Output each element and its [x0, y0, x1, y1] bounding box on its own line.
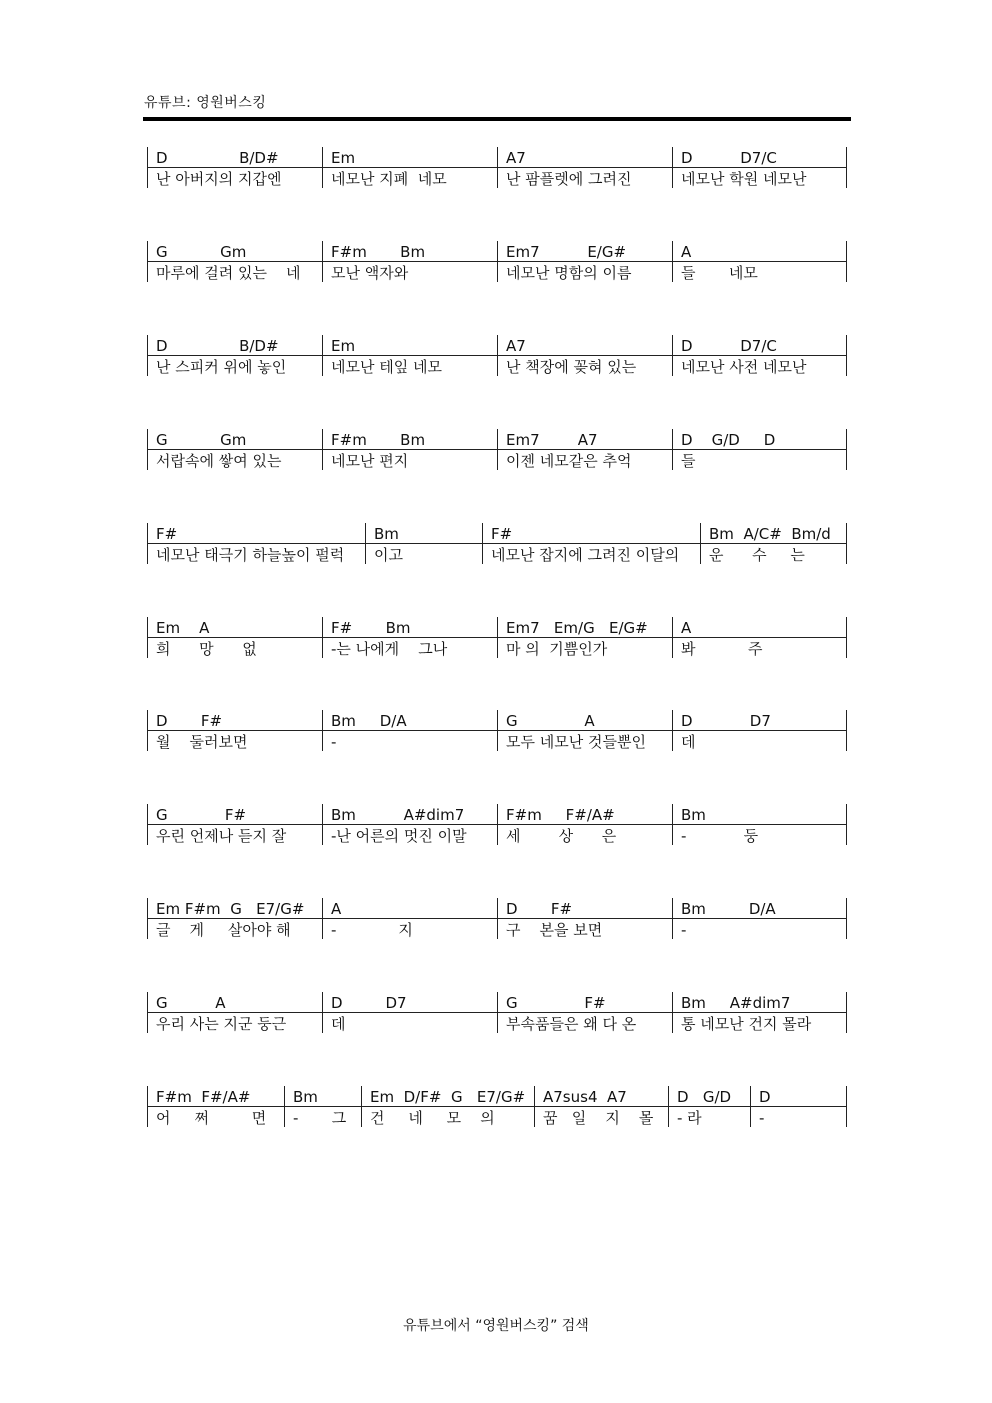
measure-cell — [284, 1086, 361, 1127]
lyric-text: -난 어른의 멋진 이말 — [331, 827, 467, 845]
lyric-text: - 그 — [293, 1109, 347, 1127]
chord-label: D D7 — [331, 994, 407, 1012]
lyric-text: 우린 언제나 듣지 잘 — [156, 827, 287, 845]
lyric-text: 네모난 태극기 하늘높이 펄럭 — [156, 546, 345, 564]
chord-label: D G/D — [677, 1088, 732, 1106]
measure-cell — [361, 1086, 534, 1127]
lyric-text: -는 나에게 그나 — [331, 640, 448, 658]
chord-label: A7 — [506, 149, 526, 167]
measure-cell — [497, 992, 672, 1033]
chord-row — [147, 617, 847, 658]
chord-label: D G/D D — [681, 431, 776, 449]
lyric-text: 글 게 살아야 해 — [156, 921, 291, 939]
measure-cell — [700, 523, 847, 564]
chord-row — [147, 992, 847, 1033]
lyric-text: - 둥 — [681, 827, 759, 845]
measure-cell — [482, 523, 700, 564]
lyric-text: - — [681, 921, 687, 939]
measure-cell — [672, 241, 847, 282]
chord-label: A — [331, 900, 342, 918]
lyric-text: 네모난 명함의 이름 — [506, 264, 632, 282]
page-header: 유튜브: 영원버스킹 — [144, 95, 267, 111]
chord-label: Em — [331, 337, 356, 355]
lyric-text: 난 아버지의 지갑엔 — [156, 170, 282, 188]
chord-label: G Gm — [156, 431, 247, 449]
lyric-text: 희 망 없 — [156, 640, 257, 658]
measure-cell — [322, 898, 497, 939]
measure-cell — [672, 147, 847, 188]
measure-cell — [147, 429, 322, 470]
chord-label: F#m F#/A# — [156, 1088, 251, 1106]
chord-label: A — [681, 243, 692, 261]
measure-cell — [147, 335, 322, 376]
lyric-text: 데 — [331, 1015, 346, 1033]
chord-label: A7sus4 A7 — [543, 1088, 627, 1106]
chord-label: F#m Bm — [331, 431, 426, 449]
chord-row — [147, 523, 847, 564]
chord-label: Bm — [293, 1088, 318, 1106]
lyric-text: 네모난 학원 네모난 — [681, 170, 807, 188]
measure-cell — [147, 1086, 284, 1127]
measure-cell — [322, 992, 497, 1033]
page-footer: 유튜브에서 “영원버스킹” 검색 — [403, 1318, 589, 1334]
lyric-text: 네모난 테잎 네모 — [331, 358, 442, 376]
lyric-text: - — [331, 733, 337, 751]
lyric-text: 마루에 걸려 있는 네 — [156, 264, 301, 282]
chord-label: Em A — [156, 619, 210, 637]
lyric-text: 모난 액자와 — [331, 264, 409, 282]
lyric-text: 봐 주 — [681, 640, 763, 658]
measure-cell — [750, 1086, 847, 1127]
lyric-text: 들 — [681, 452, 696, 470]
measure-cell — [497, 804, 672, 845]
lyric-text: 네모난 사전 네모난 — [681, 358, 807, 376]
measure-cell — [534, 1086, 668, 1127]
chord-label: F#m F#/A# — [506, 806, 615, 824]
lyric-text: 서랍속에 쌓여 있는 — [156, 452, 282, 470]
measure-cell — [672, 617, 847, 658]
measure-cell — [668, 1086, 750, 1127]
chord-label: Bm D/A — [331, 712, 407, 730]
lyric-text: 난 스피커 위에 놓인 — [156, 358, 287, 376]
lyric-text: 월 둘러보면 — [156, 733, 248, 751]
chord-label: D B/D# — [156, 149, 279, 167]
lyric-text: 들 네모 — [681, 264, 758, 282]
lyric-text: 난 팜플렛에 그려진 — [506, 170, 632, 188]
measure-cell — [497, 147, 672, 188]
lyric-text: 난 책장에 꽂혀 있는 — [506, 358, 637, 376]
measure-cell — [672, 804, 847, 845]
lyric-text: 우리 사는 지군 둥근 — [156, 1015, 287, 1033]
chord-label: D B/D# — [156, 337, 279, 355]
chord-label: D — [759, 1088, 771, 1106]
chord-label: Bm A/C# Bm/d — [709, 525, 831, 543]
chord-row — [147, 335, 847, 376]
lyric-text: - — [759, 1109, 765, 1127]
chord-label: D F# — [506, 900, 573, 918]
lyric-text: 구 본을 보면 — [506, 921, 603, 939]
measure-cell — [147, 992, 322, 1033]
chord-label: Em D/F# G E7/G# — [370, 1088, 526, 1106]
measure-cell — [147, 710, 322, 751]
chord-row — [147, 898, 847, 939]
chord-label: A7 — [506, 337, 526, 355]
measure-cell — [322, 335, 497, 376]
chord-row — [147, 710, 847, 751]
chord-row — [147, 241, 847, 282]
measure-cell — [497, 617, 672, 658]
lyric-text: 이고 — [374, 546, 403, 564]
measure-cell — [497, 898, 672, 939]
chord-label: Bm — [681, 806, 706, 824]
lyric-text: 이젠 네모같은 추억 — [506, 452, 632, 470]
measure-cell — [322, 804, 497, 845]
chord-label: G F# — [506, 994, 606, 1012]
chord-row — [147, 804, 847, 845]
lyric-text: 네모난 잡지에 그려진 이달의 — [491, 546, 680, 564]
measure-cell — [672, 429, 847, 470]
chord-label: Em F#m G E7/G# — [156, 900, 305, 918]
chord-row — [147, 429, 847, 470]
measure-cell — [365, 523, 482, 564]
chord-label: Bm A#dim7 — [331, 806, 465, 824]
chord-label: D D7 — [681, 712, 771, 730]
chord-row — [147, 1086, 847, 1127]
measure-cell — [322, 710, 497, 751]
chord-label: F#m Bm — [331, 243, 426, 261]
measure-cell — [497, 710, 672, 751]
chord-label: G A — [156, 994, 226, 1012]
chord-label: Em7 Em/G E/G# — [506, 619, 648, 637]
lyric-text: 운 수 는 — [709, 546, 805, 564]
measure-cell — [497, 429, 672, 470]
chord-label: F# — [156, 525, 178, 543]
measure-cell — [322, 147, 497, 188]
chord-label: F# Bm — [331, 619, 411, 637]
measure-cell — [147, 804, 322, 845]
lyric-text: 데 — [681, 733, 696, 751]
measure-cell — [147, 523, 365, 564]
chord-label: Bm A#dim7 — [681, 994, 791, 1012]
measure-cell — [147, 617, 322, 658]
measure-cell — [672, 710, 847, 751]
lyric-text: 네모난 지폐 네모 — [331, 170, 447, 188]
measure-cell — [672, 335, 847, 376]
lyric-text: - 라 — [677, 1109, 702, 1127]
chord-label: Bm — [374, 525, 399, 543]
lyric-text: 어 쩌 면 — [156, 1109, 267, 1127]
chord-label: G Gm — [156, 243, 247, 261]
chord-label: F# — [491, 525, 513, 543]
chord-label: D D7/C — [681, 337, 777, 355]
chord-label: Em7 E/G# — [506, 243, 627, 261]
lyric-text: - 지 — [331, 921, 413, 939]
lyric-text: 꿈 일 지 몰 — [543, 1109, 654, 1127]
measure-cell — [322, 241, 497, 282]
measure-cell — [147, 241, 322, 282]
chord-label: D D7/C — [681, 149, 777, 167]
measure-cell — [322, 617, 497, 658]
chord-label: Bm D/A — [681, 900, 776, 918]
lyric-text: 마 의 기쁨인가 — [506, 640, 608, 658]
measure-cell — [672, 898, 847, 939]
chord-label: D F# — [156, 712, 223, 730]
lyric-text: 모두 네모난 것들뿐인 — [506, 733, 646, 751]
measure-cell — [497, 335, 672, 376]
lyric-text: 네모난 편지 — [331, 452, 409, 470]
measure-cell — [497, 241, 672, 282]
chord-label: G F# — [156, 806, 247, 824]
measure-cell — [672, 992, 847, 1033]
lyric-text: 세 상 은 — [506, 827, 617, 845]
header-divider — [143, 117, 851, 121]
lyric-text: 건 네 모 의 — [370, 1109, 495, 1127]
measure-cell — [147, 898, 322, 939]
measure-cell — [147, 147, 322, 188]
lyric-text: 부속품들은 왜 다 온 — [506, 1015, 637, 1033]
lyric-text: 통 네모난 건지 몰라 — [681, 1015, 812, 1033]
chord-label: Em7 A7 — [506, 431, 598, 449]
chord-label: G A — [506, 712, 595, 730]
chord-row — [147, 147, 847, 188]
chord-label: Em — [331, 149, 356, 167]
measure-cell — [322, 429, 497, 470]
chord-label: A — [681, 619, 692, 637]
